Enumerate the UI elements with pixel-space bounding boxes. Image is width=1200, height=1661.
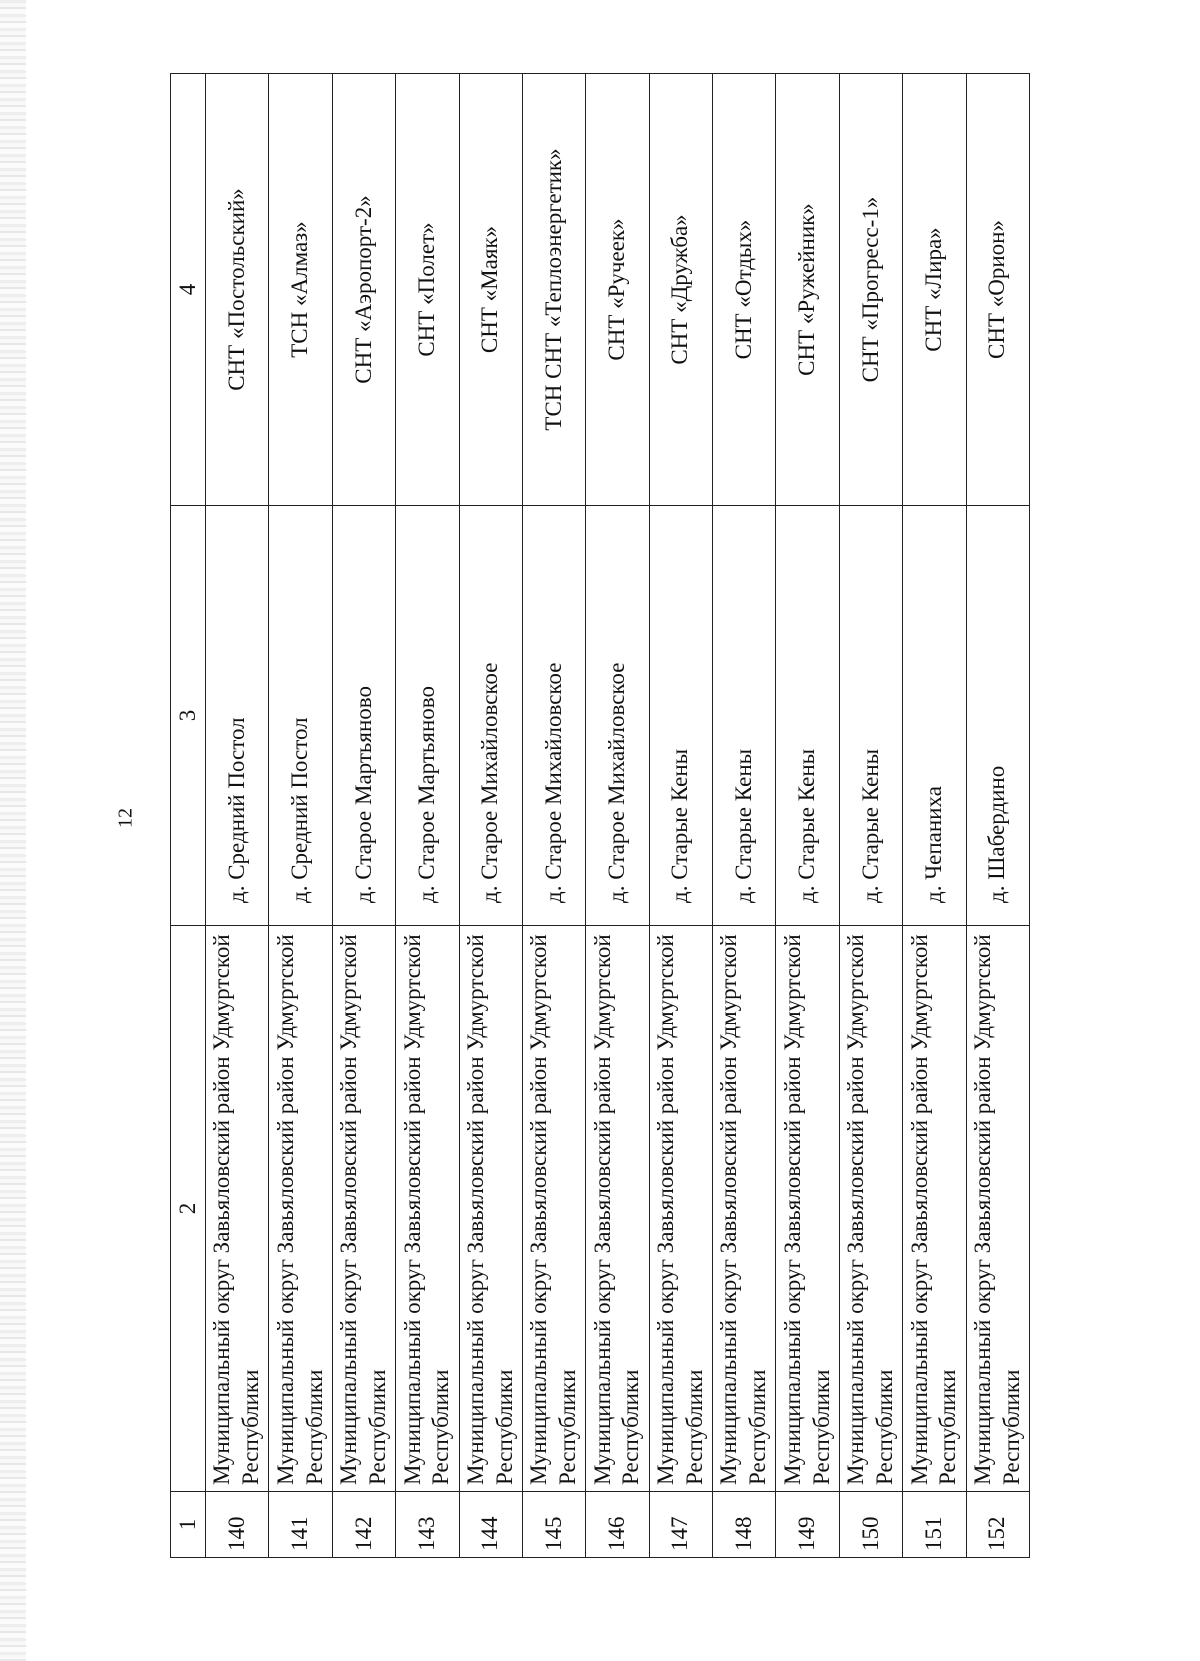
locality-cell: д. Старое Михайловское [522, 506, 585, 926]
row-number: 147 [649, 1492, 712, 1558]
page-number: 12 [114, 808, 137, 828]
municipality-cell: Муниципальный округ Завьяловский район Удмуртской Республики [776, 926, 839, 1492]
municipality-cell: Муниципальный округ Завьяловский район Удмуртской Республики [903, 926, 966, 1492]
municipality-cell: Муниципальный округ Завьяловский район Удмуртской Республики [966, 926, 1030, 1492]
row-number: 144 [459, 1492, 522, 1558]
locality-cell: д. Средний Постол [206, 506, 269, 926]
registry-table-container [170, 74, 1030, 1558]
municipality-cell: Муниципальный округ Завьяловский район Удмуртской Республики [459, 926, 522, 1492]
locality-cell: д. Старое Мартьяново [332, 506, 395, 926]
municipality-cell: Муниципальный округ Завьяловский район Удмуртской Республики [206, 926, 269, 1492]
organization-cell: СНТ «Лира» [903, 74, 966, 506]
row-number: 141 [269, 1492, 332, 1558]
locality-cell: д. Шабердино [966, 506, 1030, 926]
table-row [586, 74, 649, 1558]
municipality-cell: Муниципальный округ Завьяловский район Удмуртской Республики [396, 926, 459, 1492]
row-number: 146 [586, 1492, 649, 1558]
organization-cell: ТСН СНТ «Теплоэнергетик» [522, 74, 585, 506]
locality-cell: д. Старое Михайловское [586, 506, 649, 926]
table-row [776, 74, 839, 1558]
registry-table [170, 73, 1030, 1558]
table-row [332, 74, 395, 1558]
row-number: 150 [839, 1492, 902, 1558]
municipality-cell: Муниципальный округ Завьяловский район Удмуртской Республики [332, 926, 395, 1492]
table-row [713, 74, 776, 1558]
locality-cell: д. Средний Постол [269, 506, 332, 926]
table-row [522, 74, 585, 1558]
organization-cell: СНТ «Ручеек» [586, 74, 649, 506]
table-row [903, 74, 966, 1558]
table-row [966, 74, 1030, 1558]
table-row [649, 74, 712, 1558]
column-header-3: 3 [171, 506, 206, 926]
organization-cell: СНТ «Постольский» [206, 74, 269, 506]
organization-cell: СНТ «Маяк» [459, 74, 522, 506]
row-number: 151 [903, 1492, 966, 1558]
organization-cell: СНТ «Орион» [966, 74, 1030, 506]
organization-cell: ТСН «Алмаз» [269, 74, 332, 506]
organization-cell: СНТ «Прогресс-1» [839, 74, 902, 506]
table-row [459, 74, 522, 1558]
row-number: 152 [966, 1492, 1030, 1558]
municipality-cell: Муниципальный округ Завьяловский район Удмуртской Республики [839, 926, 902, 1492]
locality-cell: д. Старые Кены [713, 506, 776, 926]
organization-cell: СНТ «Ружейник» [776, 74, 839, 506]
table-row [396, 74, 459, 1558]
table-row [206, 74, 269, 1558]
locality-cell: д. Старое Мартьяново [396, 506, 459, 926]
organization-cell: СНТ «Дружба» [649, 74, 712, 506]
column-header-1: 1 [171, 1492, 206, 1558]
organization-cell: СНТ «Полет» [396, 74, 459, 506]
row-number: 145 [522, 1492, 585, 1558]
organization-cell: СНТ «Аэропорт-2» [332, 74, 395, 506]
header-row [171, 74, 206, 1558]
locality-cell: д. Старые Кены [839, 506, 902, 926]
row-number: 143 [396, 1492, 459, 1558]
table-body [206, 74, 1030, 1558]
locality-cell: д. Старое Михайловское [459, 506, 522, 926]
organization-cell: СНТ «Отдых» [713, 74, 776, 506]
municipality-cell: Муниципальный округ Завьяловский район Удмуртской Республики [586, 926, 649, 1492]
locality-cell: д. Старые Кены [776, 506, 839, 926]
table-row [839, 74, 902, 1558]
locality-cell: д. Чепаниха [903, 506, 966, 926]
scan-edge-artifact [0, 0, 26, 1661]
municipality-cell: Муниципальный округ Завьяловский район Удмуртской Республики [269, 926, 332, 1492]
municipality-cell: Муниципальный округ Завьяловский район Удмуртской Республики [649, 926, 712, 1492]
municipality-cell: Муниципальный округ Завьяловский район Удмуртской Республики [522, 926, 585, 1492]
municipality-cell: Муниципальный округ Завьяловский район Удмуртской Республики [713, 926, 776, 1492]
row-number: 142 [332, 1492, 395, 1558]
row-number: 149 [776, 1492, 839, 1558]
column-header-4: 4 [171, 74, 206, 506]
row-number: 140 [206, 1492, 269, 1558]
locality-cell: д. Старые Кены [649, 506, 712, 926]
column-header-2: 2 [171, 926, 206, 1492]
table-row [269, 74, 332, 1558]
row-number: 148 [713, 1492, 776, 1558]
